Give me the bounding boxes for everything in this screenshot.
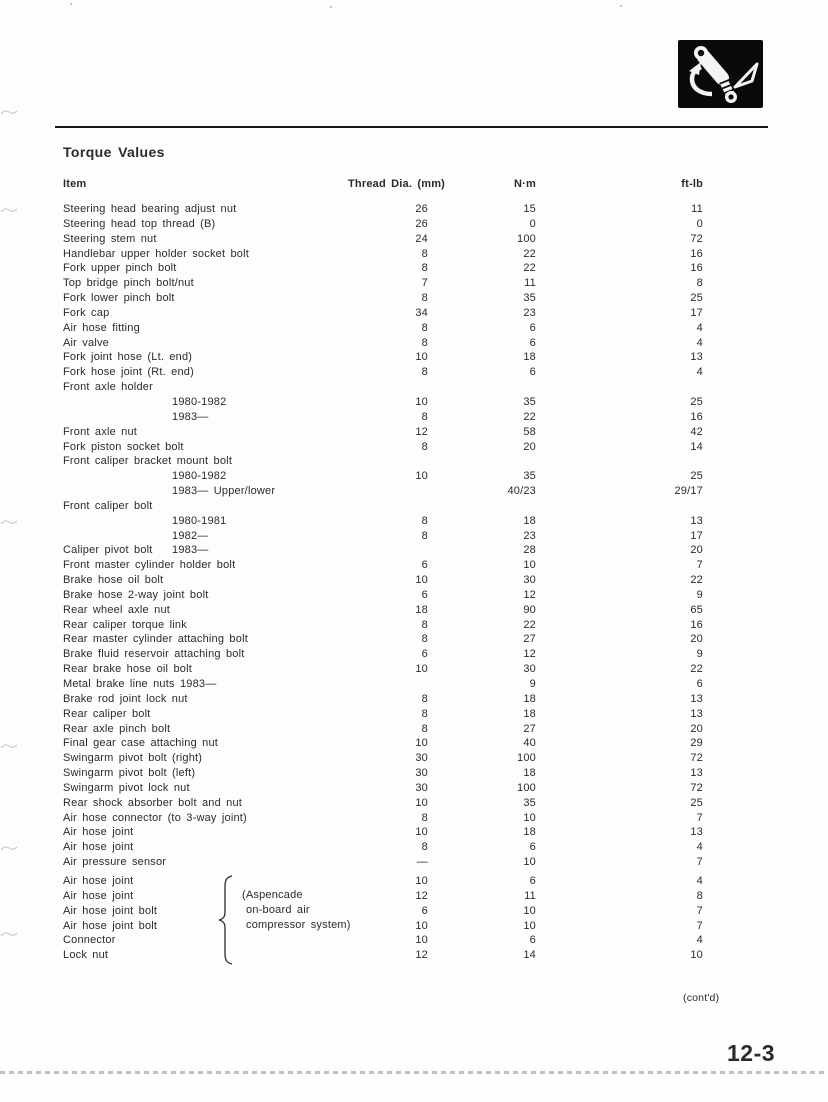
column-header-ftlb: ft-lb [681, 178, 703, 190]
ftlb-cell [536, 380, 703, 395]
item-cell: Steering stem nut [63, 232, 157, 245]
item-cell: Air hose fitting [63, 321, 140, 334]
item-cell: Fork lower pinch bolt [63, 292, 175, 305]
table-row [63, 919, 703, 934]
thread-dia-cell [348, 499, 428, 514]
ftlb-cell: 8 [696, 277, 703, 290]
item-cell: Steering head top thread (B) [63, 217, 216, 230]
nm-cell: 23 [523, 529, 536, 542]
item-cell: Front caliper bolt [63, 499, 153, 512]
item-cell: Fork hose joint (Rt. end) [63, 366, 194, 379]
thread-dia-cell: 34 [415, 306, 428, 319]
ftlb-cell: 42 [690, 425, 703, 438]
ftlb-cell: 20 [690, 722, 703, 735]
thread-dia-cell: 6 [421, 648, 428, 661]
ftlb-cell: 4 [696, 321, 703, 334]
thread-dia-cell: 8 [421, 410, 428, 423]
thread-dia-cell: 8 [421, 633, 428, 646]
thread-dia-cell: 8 [421, 692, 428, 705]
scan-artifact [0, 206, 22, 215]
nm-cell: 18 [523, 692, 536, 705]
thread-dia-cell [348, 677, 428, 692]
table-row [63, 948, 703, 963]
item-cell: Lock nut [63, 949, 109, 962]
nm-cell: 35 [523, 395, 536, 408]
nm-cell: 100 [517, 781, 536, 794]
nm-cell [428, 380, 536, 395]
nm-cell: 100 [517, 232, 536, 245]
group-label-line-3: compressor system) [246, 919, 351, 931]
table-row [63, 484, 703, 499]
thread-dia-cell: 30 [415, 767, 428, 780]
item-cell: Handlebar upper holder socket bolt [63, 247, 250, 260]
nm-cell: 18 [523, 351, 536, 364]
ftlb-cell: 16 [690, 618, 703, 631]
item-cell: 1983— [172, 410, 209, 423]
ftlb-cell: 11 [691, 203, 703, 215]
thread-dia-cell: 8 [421, 366, 428, 379]
continued-note: (cont'd) [683, 992, 720, 1004]
nm-cell: 27 [523, 722, 536, 735]
thread-dia-cell: 10 [415, 826, 428, 839]
item-cell: Front axle holder [63, 381, 153, 394]
scan-artifact [620, 5, 622, 7]
thread-dia-cell: 10 [415, 351, 428, 364]
table-row [63, 736, 703, 751]
nm-cell: 10 [523, 811, 536, 824]
scan-artifact [70, 3, 72, 5]
group-brace [218, 875, 234, 965]
ftlb-cell: 20 [690, 633, 703, 646]
thread-dia-cell: 26 [415, 217, 428, 230]
page-bottom-edge-artifact [0, 1071, 828, 1074]
ftlb-cell: 72 [690, 232, 703, 245]
table-row [63, 677, 703, 692]
column-header-item: Item [63, 178, 87, 190]
item-cell: Front caliper bracket mount bolt [63, 455, 233, 468]
ftlb-cell: 25 [690, 292, 703, 305]
thread-dia-cell: 8 [421, 336, 428, 349]
item-cell: Brake fluid reservoir attaching bolt [63, 648, 245, 661]
ftlb-cell: 9 [696, 588, 703, 601]
table-row [63, 291, 703, 306]
nm-cell: 6 [529, 336, 536, 349]
table-row [63, 811, 703, 826]
thread-dia-cell [348, 543, 428, 558]
ftlb-cell: 4 [696, 874, 703, 887]
nm-cell: 6 [529, 321, 536, 334]
thread-dia-cell: 8 [421, 247, 428, 260]
item-cell: Fork joint hose (Lt. end) [63, 351, 193, 364]
table-row [63, 825, 703, 840]
table-row [63, 558, 703, 573]
page-title: Torque Values [63, 144, 165, 160]
nm-cell: 30 [523, 574, 536, 587]
thread-dia-cell: 10 [415, 796, 428, 809]
ftlb-cell: 13 [690, 767, 703, 780]
table-row [63, 618, 703, 633]
item-cell: Fork piston socket bolt [63, 440, 184, 453]
table-row [63, 632, 703, 647]
thread-dia-cell [348, 380, 428, 395]
ftlb-cell: 16 [690, 262, 703, 275]
table-row [63, 603, 703, 618]
ftlb-cell: 4 [696, 934, 703, 947]
ftlb-cell: 4 [696, 841, 703, 854]
thread-dia-cell: 8 [421, 514, 428, 527]
table-row [63, 840, 703, 855]
scan-artifact [330, 6, 332, 8]
table-row [63, 247, 703, 262]
item-cell: Rear caliper bolt [63, 707, 151, 720]
thread-dia-cell: 8 [421, 811, 428, 824]
nm-cell: 10 [523, 904, 536, 917]
table-row [63, 529, 703, 544]
nm-cell [428, 454, 536, 469]
table-row [63, 232, 703, 247]
item-cell: Metal brake line nuts 1983— [63, 678, 217, 690]
ftlb-cell: 13 [690, 351, 703, 364]
item-cell: Rear caliper torque link [63, 618, 187, 631]
thread-dia-cell: 6 [421, 588, 428, 601]
item-cell: Brake rod joint lock nut [63, 692, 188, 705]
ftlb-cell: 6 [696, 678, 703, 690]
item-cell: Air hose joint [63, 841, 134, 854]
item-cell: Air hose joint [63, 874, 134, 887]
ftlb-cell: 22 [690, 663, 703, 676]
scan-artifact [0, 518, 22, 527]
table-row [63, 276, 703, 291]
ftlb-cell: 25 [690, 796, 703, 809]
table-row [63, 707, 703, 722]
ftlb-cell: 13 [690, 826, 703, 839]
thread-dia-cell: 8 [421, 321, 428, 334]
item-cell: Rear shock absorber bolt and nut [63, 796, 243, 809]
ftlb-cell: 0 [696, 217, 703, 230]
ftlb-cell: 4 [696, 366, 703, 379]
ftlb-cell: 22 [690, 574, 703, 587]
nm-cell: 40/23 [507, 485, 536, 498]
thread-dia-cell: 8 [421, 618, 428, 631]
nm-cell: 10 [523, 559, 536, 572]
ftlb-cell: 17 [690, 306, 703, 319]
item-cell: 1983— Upper/lower [172, 485, 276, 498]
nm-cell: 22 [523, 410, 536, 423]
table-row [63, 365, 703, 380]
nm-cell: 6 [529, 366, 536, 379]
item-cell: Front master cylinder holder bolt [63, 559, 236, 572]
ftlb-cell: 25 [690, 470, 703, 483]
nm-cell: 22 [523, 247, 536, 260]
table-row [63, 573, 703, 588]
table-body [63, 202, 703, 963]
nm-cell: 10 [523, 919, 536, 932]
table-row [63, 781, 703, 796]
ftlb-cell [536, 454, 703, 469]
nm-cell: 35 [523, 796, 536, 809]
table-row [63, 202, 703, 217]
thread-dia-cell: 6 [421, 904, 428, 917]
nm-cell: 30 [523, 663, 536, 676]
nm-cell: 6 [529, 841, 536, 854]
item-cell: Fork upper pinch bolt [63, 262, 177, 275]
nm-cell: 18 [523, 767, 536, 780]
ftlb-cell: 7 [696, 904, 703, 917]
item-cell: Air hose connector (to 3-way joint) [63, 811, 247, 824]
table-row [63, 855, 703, 870]
thread-dia-cell: 10 [415, 470, 428, 483]
table-row [63, 874, 703, 889]
header-rule [55, 126, 768, 128]
nm-cell: 11 [524, 889, 536, 902]
nm-cell: 23 [523, 306, 536, 319]
item-cell: Brake hose 2-way joint bolt [63, 588, 209, 601]
table-row [63, 395, 703, 410]
ftlb-cell: 10 [690, 949, 703, 962]
nm-cell [428, 499, 536, 514]
ftlb-cell: 7 [696, 856, 703, 869]
nm-cell: 28 [523, 544, 536, 557]
nm-cell: 90 [523, 603, 536, 616]
thread-dia-cell [348, 484, 428, 499]
nm-cell: 40 [523, 737, 536, 750]
table-row [63, 904, 703, 919]
ftlb-cell: 29 [690, 737, 703, 750]
table-row [63, 380, 703, 395]
column-header-nm: N·m [514, 178, 536, 190]
thread-dia-cell: 10 [415, 919, 428, 932]
ftlb-cell: 13 [690, 514, 703, 527]
thread-dia-cell: — [416, 856, 428, 869]
thread-dia-cell: 30 [415, 752, 428, 765]
ftlb-cell: 13 [690, 692, 703, 705]
item-cell: 1980-1982 [172, 395, 227, 408]
ftlb-cell: 72 [690, 781, 703, 794]
thread-dia-cell: 10 [415, 395, 428, 408]
nm-cell: 6 [529, 874, 536, 887]
table-row [63, 766, 703, 781]
table-row [63, 306, 703, 321]
rear-shock-absorber-icon [678, 40, 763, 108]
table-row [63, 933, 703, 948]
item-cell: Rear wheel axle nut [63, 603, 171, 616]
thread-dia-cell: 30 [415, 781, 428, 794]
thread-dia-cell: 12 [415, 889, 428, 902]
ftlb-cell: 29/17 [674, 485, 703, 498]
item-cell: Swingarm pivot bolt (left) [63, 767, 196, 780]
item-cell: 1980-1981 [172, 514, 227, 527]
thread-dia-cell: 10 [415, 737, 428, 750]
table-row [63, 499, 703, 514]
item-cell: Rear axle pinch bolt [63, 722, 171, 735]
ftlb-cell: 20 [690, 544, 703, 557]
ftlb-cell: 65 [690, 603, 703, 616]
scan-artifact [0, 930, 22, 939]
page-number: 12-3 [727, 1040, 776, 1066]
thread-dia-cell: 12 [415, 425, 428, 438]
thread-dia-cell: 8 [421, 440, 428, 453]
item-cell: Connector [63, 934, 116, 947]
item-cell: Final gear case attaching nut [63, 737, 219, 750]
table-row [63, 722, 703, 737]
item-cell: Swingarm pivot lock nut [63, 781, 190, 794]
ftlb-cell: 7 [696, 919, 703, 932]
ftlb-cell: 9 [696, 648, 703, 661]
ftlb-cell: 16 [690, 247, 703, 260]
nm-cell: 22 [523, 262, 536, 275]
table-row [63, 662, 703, 677]
table-row [63, 261, 703, 276]
thread-dia-cell: 8 [421, 841, 428, 854]
ftlb-cell: 13 [690, 707, 703, 720]
nm-cell: 27 [523, 633, 536, 646]
item-cell: Front axle nut [63, 425, 138, 438]
item-cell: Air hose joint [63, 889, 134, 902]
thread-dia-cell: 8 [421, 262, 428, 275]
nm-cell: 12 [523, 648, 536, 661]
thread-dia-cell: 7 [421, 277, 428, 290]
ftlb-cell: 7 [696, 811, 703, 824]
table-row [63, 350, 703, 365]
thread-dia-cell: 24 [415, 232, 428, 245]
nm-cell: 6 [529, 934, 536, 947]
table-row [63, 543, 703, 558]
thread-dia-cell: 10 [415, 874, 428, 887]
table-row [63, 440, 703, 455]
thread-dia-cell: 10 [415, 934, 428, 947]
ftlb-cell: 14 [690, 440, 703, 453]
ftlb-cell: 8 [696, 889, 703, 902]
nm-cell: 0 [529, 217, 536, 230]
scan-artifact [0, 108, 22, 117]
table-row [63, 751, 703, 766]
table-row [63, 692, 703, 707]
nm-cell: 9 [529, 678, 536, 690]
item-year-suffix: 1983— [172, 544, 209, 557]
nm-cell: 14 [523, 949, 536, 962]
item-cell: Rear master cylinder attaching bolt [63, 633, 248, 646]
nm-cell: 100 [517, 752, 536, 765]
nm-cell: 18 [523, 514, 536, 527]
nm-cell: 35 [523, 292, 536, 305]
thread-dia-cell: 8 [421, 707, 428, 720]
table-row [63, 217, 703, 232]
nm-cell: 35 [523, 470, 536, 483]
scan-artifact [0, 844, 22, 853]
nm-cell: 18 [523, 826, 536, 839]
nm-cell: 12 [523, 588, 536, 601]
thread-dia-cell [348, 454, 428, 469]
table-row [63, 889, 703, 904]
item-cell: Fork cap [63, 306, 110, 319]
table-row [63, 336, 703, 351]
item-cell: Brake hose oil bolt [63, 574, 164, 587]
item-cell: Rear brake hose oil bolt [63, 663, 192, 676]
table-row [63, 588, 703, 603]
ftlb-cell: 25 [690, 395, 703, 408]
item-cell: 1980-1982 [172, 470, 227, 483]
ftlb-cell: 72 [690, 752, 703, 765]
nm-cell: 10 [523, 856, 536, 869]
item-cell: Caliper pivot bolt 1983— [63, 544, 209, 557]
table-row [63, 647, 703, 662]
ftlb-cell: 17 [690, 529, 703, 542]
item-cell: Top bridge pinch bolt/nut [63, 277, 194, 290]
item-cell: Swingarm pivot bolt (right) [63, 752, 203, 765]
item-cell: Air pressure sensor [63, 856, 167, 869]
thread-dia-cell: 26 [415, 203, 428, 215]
item-cell: Air hose joint bolt [63, 919, 158, 932]
table-row [63, 410, 703, 425]
table-row [63, 796, 703, 811]
item-cell: Air hose joint [63, 826, 134, 839]
nm-cell: 11 [524, 277, 536, 290]
table-row [63, 469, 703, 484]
item-cell: Steering head bearing adjust nut [63, 203, 237, 215]
thread-dia-cell: 8 [421, 722, 428, 735]
column-header-thread-dia: Thread Dia. (mm) [348, 178, 446, 190]
table-row [63, 514, 703, 529]
ftlb-cell: 7 [696, 559, 703, 572]
table-row [63, 425, 703, 440]
scan-artifact [0, 742, 22, 751]
thread-dia-cell: 8 [421, 529, 428, 542]
nm-cell: 22 [523, 618, 536, 631]
table-header-row [63, 178, 703, 190]
thread-dia-cell: 10 [415, 663, 428, 676]
nm-cell: 20 [523, 440, 536, 453]
thread-dia-cell: 12 [415, 949, 428, 962]
table-row [63, 454, 703, 469]
group-label-line-1: (Aspencade [242, 889, 303, 901]
nm-cell: 18 [523, 707, 536, 720]
item-cell: 1982— [172, 529, 209, 542]
thread-dia-cell: 6 [421, 559, 428, 572]
item-cell: Air valve [63, 336, 109, 349]
ftlb-cell [536, 499, 703, 514]
ftlb-cell: 16 [690, 410, 703, 423]
thread-dia-cell: 10 [415, 574, 428, 587]
nm-cell: 58 [523, 425, 536, 438]
table-row [63, 321, 703, 336]
thread-dia-cell: 18 [415, 603, 428, 616]
ftlb-cell: 4 [696, 336, 703, 349]
item-cell: Air hose joint bolt [63, 904, 158, 917]
nm-cell: 15 [523, 203, 536, 215]
thread-dia-cell: 8 [421, 292, 428, 305]
group-label-line-2: on-board air [246, 904, 310, 916]
